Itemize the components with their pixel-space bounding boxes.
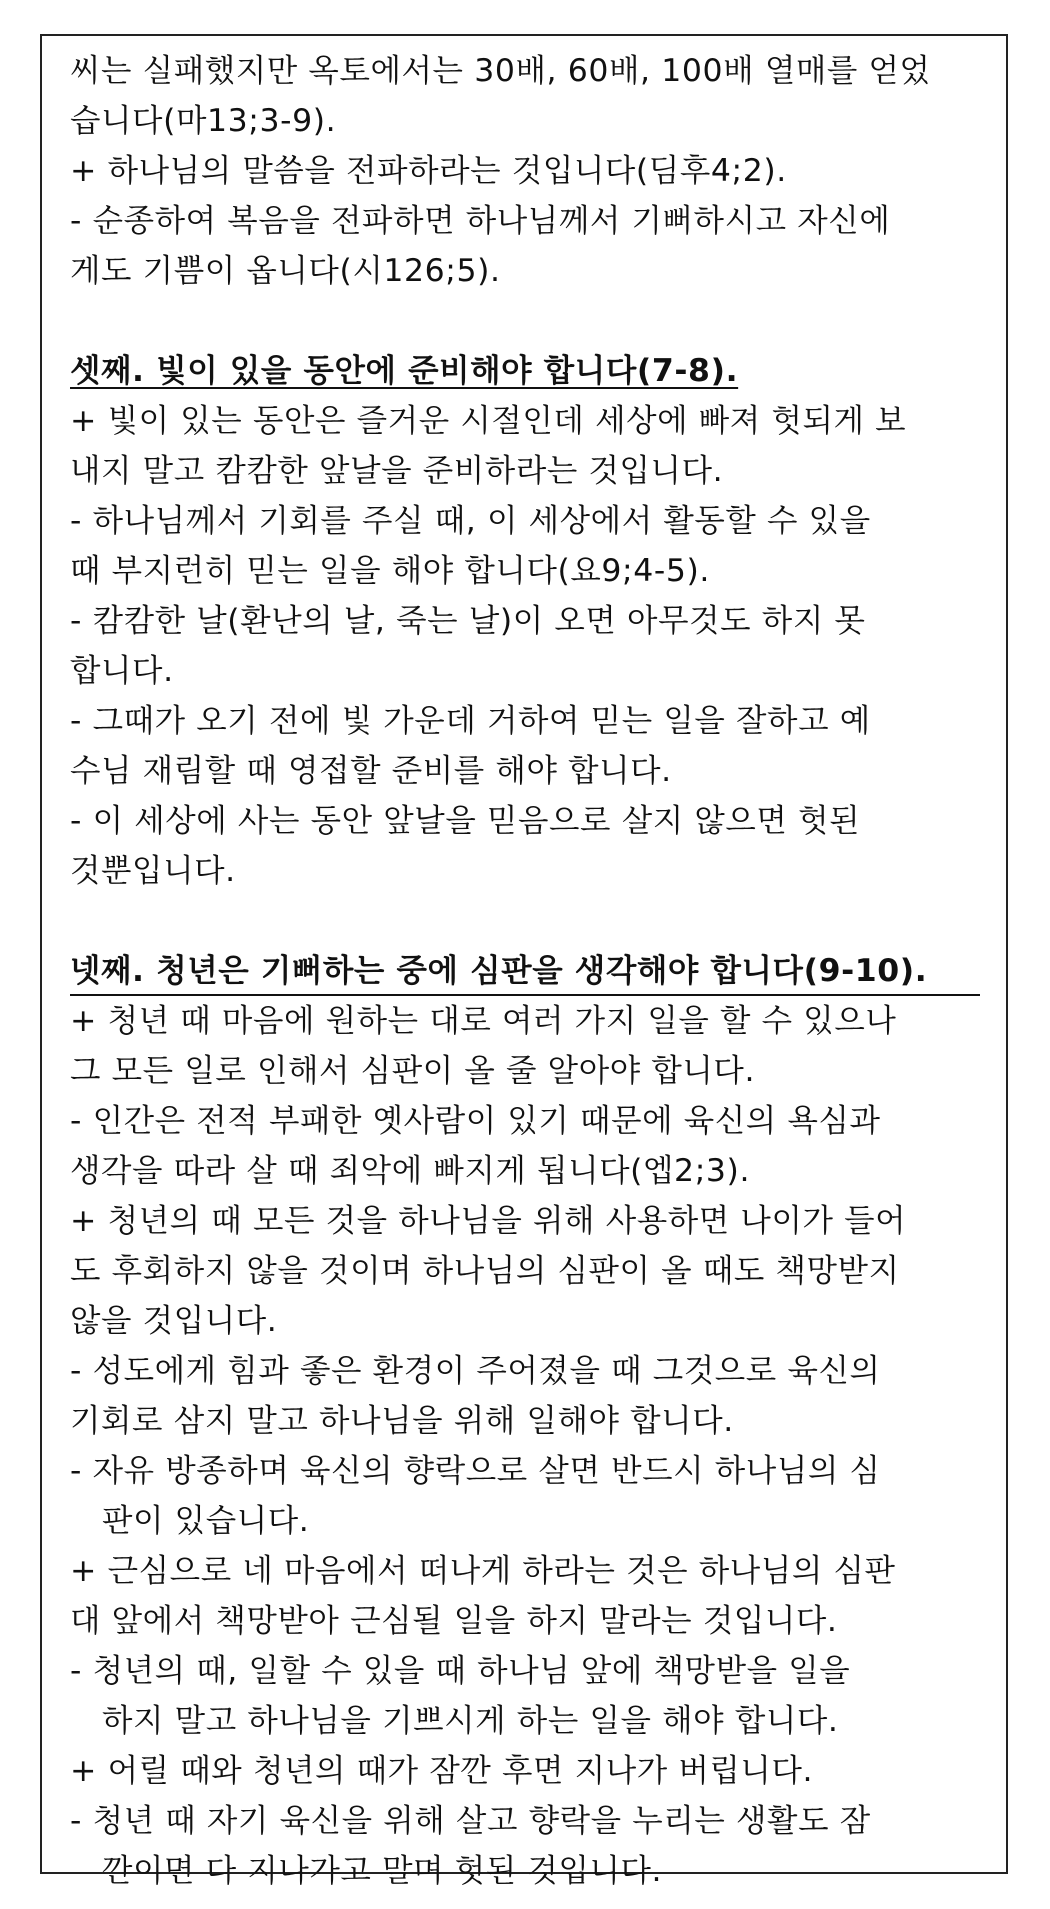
text-line: 합니다. [70,653,174,689]
text-line: - 인간은 전적 부패한 옛사람이 있기 때문에 육신의 욕심과 [70,1103,881,1139]
text-line: - 청년의 때, 일할 수 있을 때 하나님 앞에 책망받을 일을 [70,1653,851,1689]
text-line: 습니다(마13;3-9). [70,103,337,139]
section-gap [70,896,980,946]
text-line: 않을 것입니다. [70,1303,278,1339]
document-frame [40,34,1008,1889]
text-line: - 하나님께서 기회를 주실 때, 이 세상에서 활동할 수 있을 [70,503,871,539]
text-line: 씨는 실패했지만 옥토에서는 30배, 60배, 100배 열매를 얻었 [70,53,931,89]
text-line: - 청년 때 자기 육신을 위해 살고 향락을 누리는 생활도 잠 [70,1803,871,1839]
text-line: 대 앞에서 책망받아 근심될 일을 하지 말라는 것입니다. [70,1603,838,1639]
section-heading-fourth [70,946,980,996]
section-gap [70,296,980,346]
text-line: 게도 기쁨이 옵니다(시126;5). [70,253,501,289]
text-line: 생각을 따라 살 때 죄악에 빠지게 됩니다(엡2;3). [70,1153,751,1189]
text-line-indented: 판이 있습니다. [102,1503,310,1539]
text-line: - 자유 방종하며 육신의 향락으로 살면 반드시 하나님의 심 [70,1453,881,1489]
section-heading-third [70,346,980,396]
text-line: - 이 세상에 사는 동안 앞날을 믿음으로 살지 않으면 헛된 [70,803,861,839]
text-line: 수님 재림할 때 영접할 준비를 해야 합니다. [70,753,672,789]
text-line: + 하나님의 말씀을 전파하라는 것입니다(딤후4;2). [70,153,787,189]
text-line: - 성도에게 힘과 좋은 환경이 주어졌을 때 그것으로 육신의 [70,1353,881,1389]
text-line: 도 후회하지 않을 것이며 하나님의 심판이 올 때도 책망받지 [70,1253,900,1289]
text-line: + 청년의 때 모든 것을 하나님을 위해 사용하면 나이가 들어 [70,1203,907,1239]
document-body [70,46,980,1896]
text-line: + 어릴 때와 청년의 때가 잠깐 후면 지나가 버립니다. [70,1753,814,1789]
text-line: + 청년 때 마음에 원하는 대로 여러 가지 일을 할 수 있으나 [70,1003,897,1039]
text-line: - 캄캄한 날(환난의 날, 죽는 날)이 오면 아무것도 하지 못 [70,603,866,639]
text-line-indented: 깐이면 다 지나가고 말며 헛된 것입니다. [102,1853,663,1889]
text-line: 그 모든 일로 인해서 심판이 올 줄 알아야 합니다. [70,1053,756,1089]
text-line: + 빛이 있는 동안은 즐거운 시절인데 세상에 빠져 헛되게 보 [70,403,907,439]
text-line: 기회로 삼지 말고 하나님을 위해 일해야 합니다. [70,1403,734,1439]
section-heading-text: 넷째. 청년은 기뻐하는 중에 심판을 생각해야 합니다(9-10). [70,946,980,996]
text-line: 내지 말고 캄캄한 앞날을 준비하라는 것입니다. [70,453,724,489]
text-line-indented: 하지 말고 하나님을 기쁘시게 하는 일을 해야 합니다. [102,1703,839,1739]
text-line: - 순종하여 복음을 전파하면 하나님께서 기뻐하시고 자신에 [70,203,891,239]
text-line: + 근심으로 네 마음에서 떠나게 하라는 것은 하나님의 심판 [70,1553,896,1589]
text-line: 때 부지런히 믿는 일을 해야 합니다(요9;4-5). [70,553,710,589]
text-line: 것뿐입니다. [70,853,236,889]
text-line: - 그때가 오기 전에 빛 가운데 거하여 믿는 일을 잘하고 예 [70,703,871,739]
section-heading-text: 셋째. 빛이 있을 동안에 준비해야 합니다(7-8). [70,353,739,389]
